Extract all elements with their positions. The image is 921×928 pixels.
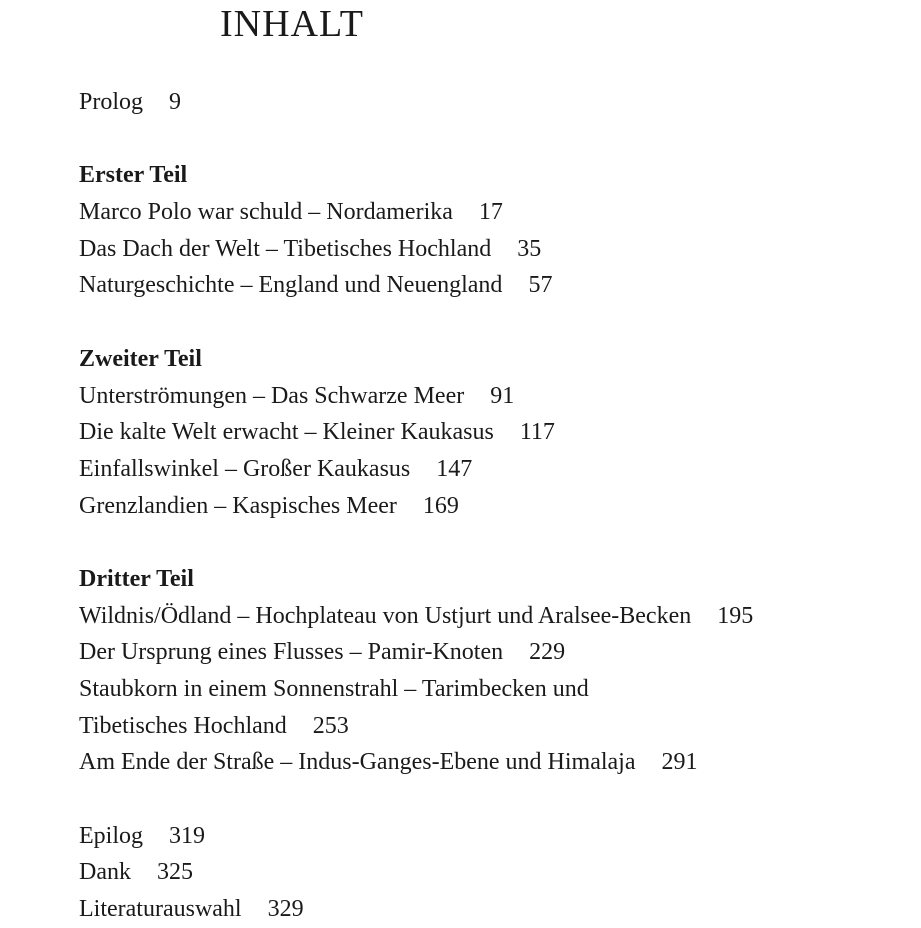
- toc-entry: [79, 267, 909, 304]
- toc-entry: [79, 194, 909, 231]
- toc-entry-page: 147: [436, 455, 473, 482]
- toc-entry-page: 253: [312, 712, 349, 739]
- toc-entry-page: 9: [169, 89, 182, 115]
- toc-entry: [79, 634, 909, 671]
- toc-entry-title: Epilog: [79, 822, 143, 849]
- toc-entry-literaturauswahl: [79, 891, 909, 928]
- toc-entry-title: Die kalte Welt erwacht – Kleiner Kaukasus: [79, 419, 494, 446]
- toc-entry-dank: [79, 854, 909, 891]
- page-title: INHALT: [220, 3, 364, 45]
- toc-entry-page: 17: [478, 199, 503, 226]
- toc-entry-page: 325: [156, 859, 193, 886]
- toc-entry: [79, 451, 909, 488]
- toc-entry-page: 35: [517, 235, 542, 262]
- toc-entry-title: Marco Polo war schuld – Nordamerika: [79, 199, 453, 226]
- toc-entry-title: Grenzlandien – Kaspisches Meer: [79, 492, 397, 519]
- toc-entry: [79, 414, 909, 451]
- toc-entry-page: 57: [528, 272, 553, 299]
- toc-entry: [79, 744, 909, 781]
- toc-entry-page: 291: [661, 749, 698, 776]
- toc-entry: [79, 671, 909, 708]
- toc-entry-continuation: [79, 708, 909, 745]
- toc-entry-title: Tibetisches Hochland: [79, 712, 287, 739]
- toc-entry-page: 169: [422, 492, 459, 519]
- part-heading-3: Dritter Teil: [79, 565, 194, 592]
- part-heading-1: Erster Teil: [79, 162, 188, 189]
- toc-entry-title: Literaturauswahl: [79, 896, 242, 923]
- toc-entry-title: Wildnis/Ödland – Hochplateau von Ustjurt und Aralsee-Becken: [79, 602, 692, 629]
- toc-entry-title: Das Dach der Welt – Tibetisches Hochland: [79, 235, 492, 262]
- toc-entry-page: 229: [529, 639, 566, 666]
- toc-entry: [79, 488, 909, 525]
- toc-entry-title: Unterströmungen – Das Schwarze Meer: [79, 382, 465, 409]
- toc-entry-title: Staubkorn in einem Sonnenstrahl – Tarimbecken und: [79, 676, 589, 702]
- toc-entry: [79, 598, 909, 635]
- toc-entry-prolog: [79, 84, 909, 121]
- part-heading-2: Zweiter Teil: [79, 345, 202, 372]
- toc-entry-page: 91: [490, 382, 515, 409]
- toc-entry-page: 319: [169, 822, 205, 849]
- toc-entry-epilog: [79, 818, 909, 855]
- toc-entry-title: Naturgeschichte – England und Neuengland: [79, 272, 503, 299]
- toc-entry-page: 195: [717, 602, 754, 629]
- toc-entry: [79, 378, 909, 415]
- toc-entry-title: Prolog: [79, 89, 144, 115]
- toc-entry: [79, 231, 909, 268]
- toc-entry-title: Am Ende der Straße – Indus-Ganges-Ebene und Himalaja: [79, 749, 636, 776]
- toc-entry-page: 329: [267, 896, 304, 923]
- toc-entry-title: Einfallswinkel – Großer Kaukasus: [79, 455, 411, 482]
- toc-entry-title: Dank: [79, 859, 131, 886]
- toc-entry-title: Der Ursprung eines Flusses – Pamir-Knoten: [79, 639, 504, 666]
- table-of-contents: [79, 84, 909, 928]
- toc-entry-page: 117: [519, 419, 555, 446]
